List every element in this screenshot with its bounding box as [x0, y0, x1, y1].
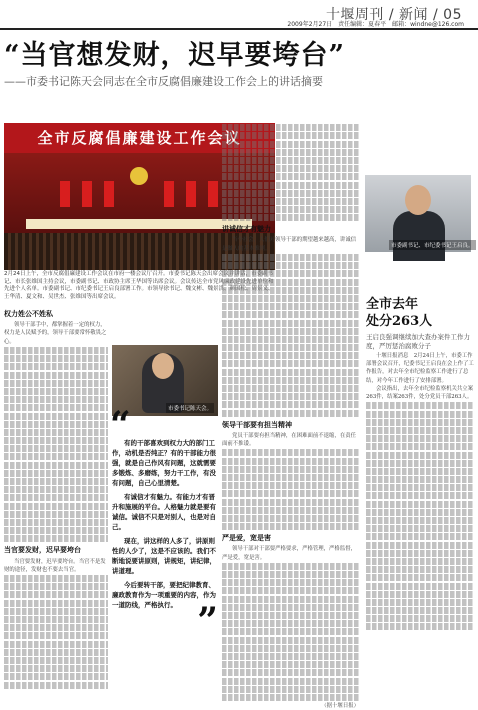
- headline-sub: ——市委书记陈天会同志在全市反腐倡廉建设工作会上的讲话摘要: [4, 75, 323, 88]
- rostrum-table: [26, 219, 252, 229]
- left-column: [4, 306, 108, 690]
- edition-meta: 2009年2月27日 责任编辑：夏春平 邮箱：windne@126.com: [287, 21, 464, 28]
- body-text: 会议指出，去年全市纪检监察机关共立案263件，结案263件，处分党员干部263人。: [366, 385, 474, 401]
- page-header: [0, 0, 478, 30]
- side-story-headline: [366, 296, 474, 351]
- open-quote-icon: “: [110, 404, 131, 446]
- side-story-body: [366, 352, 474, 632]
- quote-paragraph: 今后要转干部，要把纪律教育、廉政教育作为一项重要的内容，作为一道防线，严格执行。: [112, 581, 216, 609]
- speaker-face: [152, 353, 174, 379]
- portrait-photo: [365, 175, 474, 252]
- section-title: 讲诚信才有魅力: [222, 225, 271, 234]
- middle-column: [222, 123, 359, 710]
- flag-icon: [60, 181, 70, 207]
- conference-banner: 全市反腐倡廉建设工作会议: [4, 123, 275, 153]
- body-text: 当官要发财，迟早要垮台。当官不是发财的途径，发财也不要去当官。: [4, 558, 106, 573]
- inset-photo-caption: 市委书记陈天会。: [166, 403, 214, 413]
- close-quote-icon: ”: [197, 600, 218, 642]
- source-note: （据十堰日报）: [321, 703, 359, 710]
- quote-paragraph: 现在，讲这样的人多了，讲原则性的人少了，这是不应该的。我们不断地说要讲原则，讲规矩，讲纪律，讲道理。: [112, 537, 216, 575]
- section-title: 权力姓公不姓私: [4, 310, 53, 318]
- header-rule: [0, 28, 478, 30]
- emblem-icon: [130, 167, 148, 185]
- quote-paragraph: 有的干部喜欢到权力大的部门工作，动机是否纯正？有的干部能力很强，就是自己作风有问题，这就需要多锻炼、多磨练，努力干工作，有没有问题，自己心里清楚。: [112, 439, 216, 487]
- flag-icon: [104, 181, 114, 207]
- section-title: 当官要发财，迟早要垮台: [4, 546, 81, 555]
- body-text: 领导干部对干部要严格要求，严格管理，严格监督，严是爱，宽是害。: [222, 546, 356, 561]
- headline-main: “当官想发财，迟早要垮台”: [4, 40, 346, 71]
- flag-icon: [82, 181, 92, 207]
- portrait-face: [405, 185, 431, 215]
- quote-paragraph: 有诚信才有魅力。有能力才有晋升和施展的平台。人格魅力就是要有诚信。诚信不只是对别人，也是对自己。: [112, 493, 216, 531]
- body-text: 十堰日报消息 2月24日上午，市委工作部署会议召开，纪委书记王启良在会上作了工作报告，对去年全市纪检监察工作进行了总结，对今年工作进行了安排部署。: [366, 353, 474, 384]
- flag-icon: [208, 181, 218, 207]
- flag-icon: [164, 181, 174, 207]
- side-subhead: 王启良强调继续加大查办案件工作力度，严厉惩治腐败分子: [366, 333, 470, 350]
- body-text: 党员干部要有担当精神，在困难面前不退缩，在责任面前不推诿。: [222, 432, 356, 448]
- side-headline-line2: 处分263人: [366, 314, 433, 329]
- photo-caption: 2月24日上午，全市反腐倡廉建设工作会议在市府一楼会议厅召开。市委书记陈天会出席会议并讲话，市委副书记、市长张维国主持会议，市委副书记、市政协主席王华国等出席会议。会议传达全市党风廉政建设先进单位和先进个人名单。市委副书记、市纪委书记王启良部署工作。市领导徐书记、魏文彬、魏景洪、颜国松、周景义、王华清、夏文和、吴世杰、张维国等出席会议。: [4, 271, 274, 300]
- portrait-figure: [393, 211, 445, 261]
- flag-icon: [186, 181, 196, 207]
- article-headline: [4, 33, 474, 89]
- side-headline-line1: 全市去年: [366, 297, 419, 312]
- newspaper-name: 十堰周刊 / 新闻 / 05: [325, 7, 462, 23]
- section-title: 严是爱，宽是害: [222, 534, 271, 543]
- body-text: 领导干部手中，都掌握着一定的权力，权力是人民赋予的，领导干部要常怀敬畏之心。: [4, 322, 107, 345]
- portrait-caption: 市委副书记、市纪委书记王启良。: [389, 240, 476, 250]
- body-text: 当今社会，人们对领导干部的期望越来越高，讲诚信是做人的基本准则。: [222, 237, 356, 252]
- section-title: 领导干部要有担当精神: [222, 420, 292, 429]
